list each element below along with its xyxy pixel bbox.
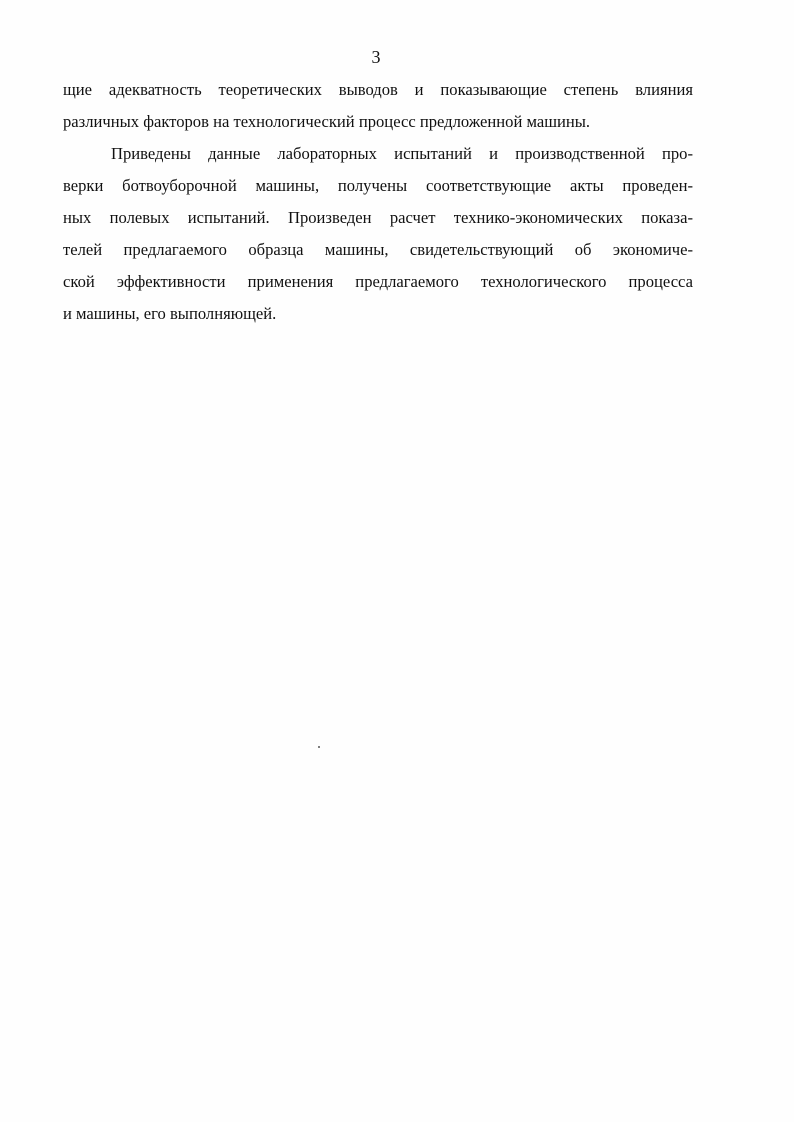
text-line: и машины, его выполняющей. <box>63 304 277 323</box>
paragraph-2 <box>63 138 693 330</box>
text-line: Приведены данные лабораторных испытаний и производственной про- <box>111 144 693 163</box>
text-line: телей предлагаемого образца машины, свидетельствующий об экономиче- <box>63 240 693 259</box>
paragraph-1 <box>63 74 693 138</box>
text-line: ных полевых испытаний. Произведен расчет технико-экономических показа- <box>63 208 693 227</box>
body-text <box>63 74 693 330</box>
page-number: 3 <box>371 47 381 67</box>
text-line: щие адекватность теоретических выводов и показывающие степень влияния <box>63 80 693 99</box>
text-line: ской эффективности применения предлагаемого технологического процесса <box>63 272 693 291</box>
scan-speck <box>318 746 320 748</box>
text-line: верки ботвоуборочной машины, получены соответствующие акты проведен- <box>63 176 693 195</box>
text-line: различных факторов на технологический процесс предложенной машины. <box>63 112 591 131</box>
